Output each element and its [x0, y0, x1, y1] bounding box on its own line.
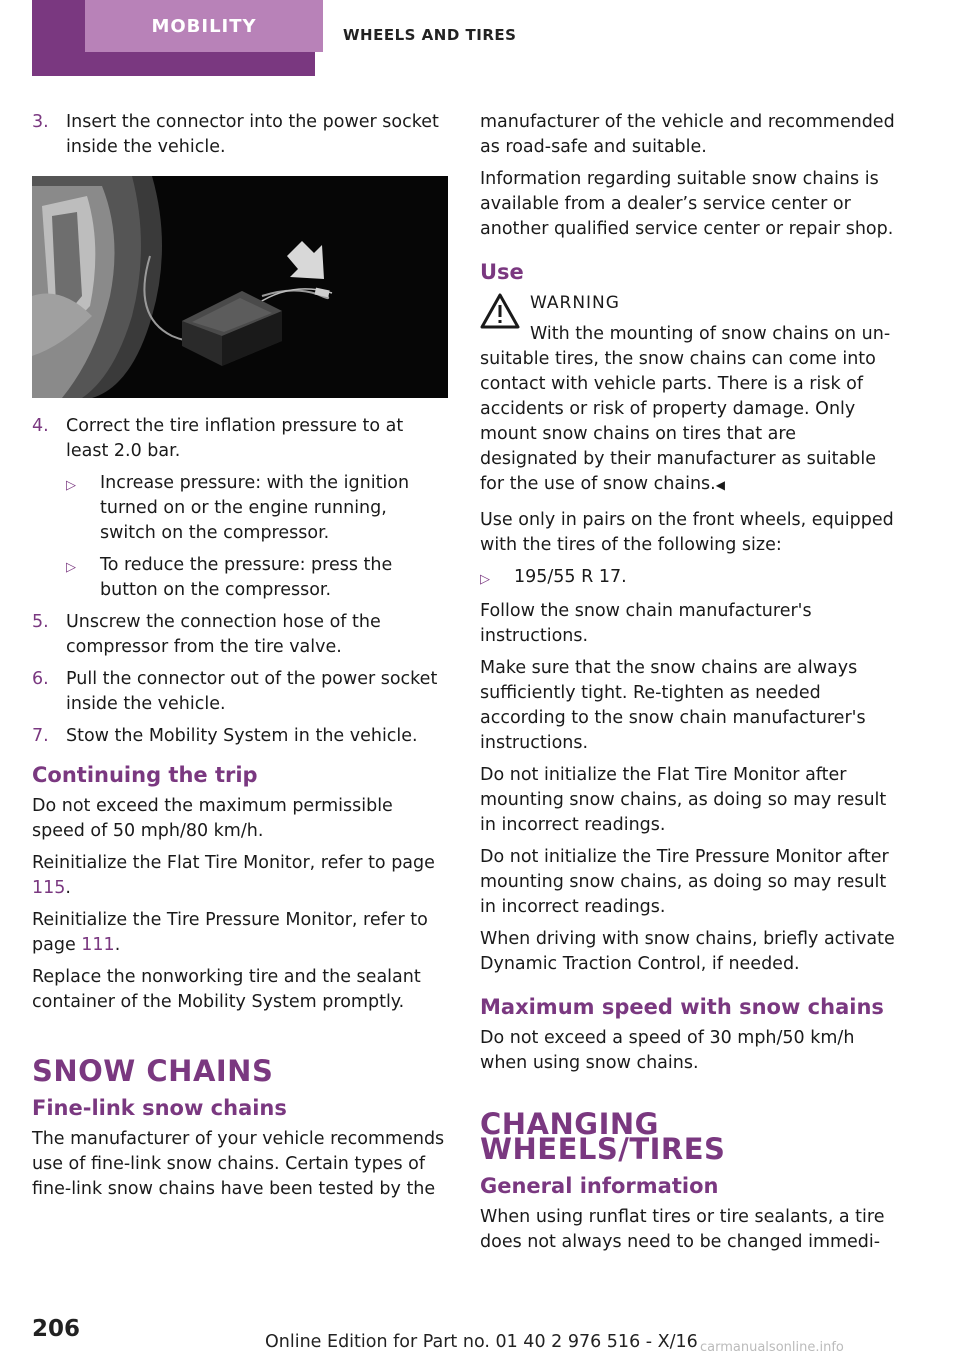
step-3 [32, 110, 448, 160]
header-tab-mobility[interactable]: MOBILITY [85, 0, 323, 52]
watermark: carmanualsonline.info [700, 1340, 844, 1355]
use-heading: Use [480, 260, 524, 284]
step-text: Unscrew the connection hose of the compressor from the tire valve. [66, 612, 381, 657]
replace-text: Replace the nonworking tire and the sealant container of the Mobility System promptly. [32, 967, 421, 1012]
bullet-text: Increase pressure: with the ignition turned on or the engine running, switch on the compressor. [100, 473, 410, 543]
tire-size: 195/55 R 17. [514, 567, 627, 587]
step-number: 4. [32, 416, 49, 436]
fine-link-heading: Fine-link snow chains [32, 1096, 287, 1120]
continued-text: manufacturer of the vehicle and recommended as road-safe and suitable. [480, 112, 895, 157]
fine-link-text: The manufacturer of your vehicle recommends use of fine-link snow chains. Certain types of fine-link snow chains have been tested by the [32, 1129, 445, 1199]
warning-text-first: With the mounting of snow chains on un- [530, 324, 891, 344]
flat-monitor-ref [32, 851, 448, 901]
period: . [114, 935, 121, 955]
edition-footer: Online Edition for Part no. 01 40 2 976 516 - X/16 [265, 1332, 698, 1352]
step-number: 5. [32, 612, 49, 632]
left-column [32, 110, 448, 1209]
follow-text: Follow the snow chain manufacturer's instructions. [480, 601, 812, 646]
changing-wheels-heading: CHANGING WHEELS/TIRES [480, 1107, 726, 1166]
step-text: Correct the tire inflation pressure to at least 2.0 bar. [66, 416, 404, 461]
flat-monitor-ref-text: Reinitialize the Flat Tire Monitor, refer to page [32, 853, 435, 873]
step-6 [32, 667, 448, 717]
use-pairs-text: Use only in pairs on the front wheels, equipped with the tires of the following size: [480, 510, 894, 555]
bullet-text: To reduce the pressure: press the button on the compressor. [100, 555, 393, 600]
bullet-item [66, 471, 448, 546]
page-link-115[interactable]: 115 [32, 878, 66, 898]
end-mark-icon: ◀ [715, 478, 725, 492]
max-speed-text: Do not exceed a speed of 30 mph/50 km/h when using snow chains. [480, 1028, 855, 1073]
step-7 [32, 724, 448, 749]
warning-text [480, 322, 896, 498]
compressor-image [32, 176, 448, 398]
warning-text-rest: suitable tires, the snow chains can come into contact with vehicle parts. There is a risk of accidents or risk of property damage. Only mount snow chains on tires that are designated by their manufacturer as suitable for the use of snow chains. [480, 349, 876, 494]
continuing-trip-heading: Continuing the trip [32, 763, 258, 787]
warning-triangle-icon [480, 293, 520, 329]
triangle-right-icon: ▷ [66, 478, 76, 493]
right-column [480, 110, 896, 1262]
header-section-title[interactable]: WHEELS AND TIRES [343, 26, 517, 44]
dtc-text: When driving with snow chains, briefly activate Dynamic Traction Control, if needed. [480, 929, 895, 974]
header-tab-bar [32, 0, 315, 76]
snow-chains-heading: SNOW CHAINS [32, 1054, 274, 1088]
step-number: 3. [32, 112, 49, 132]
page-number: 206 [32, 1316, 81, 1342]
step-5 [32, 610, 448, 660]
triangle-right-icon: ▷ [480, 572, 490, 587]
bullet-item [480, 565, 896, 592]
step-number: 6. [32, 669, 49, 689]
warning-title: WARNING [530, 293, 620, 313]
compressor-illustration [32, 176, 448, 398]
tire-pressure-ref [32, 908, 448, 958]
warning-block [480, 291, 896, 498]
step-text: Insert the connector into the power socket inside the vehicle. [66, 112, 439, 157]
flat-monitor-text: Do not initialize the Flat Tire Monitor after mounting snow chains, as doing so may result in incorrect readings. [480, 765, 887, 835]
general-text: When using runflat tires or tire sealants, a tire does not always need to be changed immedi- [480, 1207, 885, 1252]
max-speed-heading: Maximum speed with snow chains [480, 995, 884, 1019]
tpm-text: Do not initialize the Tire Pressure Monitor after mounting snow chains, as doing so may result in incorrect readings. [480, 847, 889, 917]
tire-pressure-ref-text: Reinitialize the Tire Pressure Monitor, refer to page [32, 910, 428, 955]
bullet-item [66, 553, 448, 603]
period: . [65, 878, 71, 898]
step-number: 7. [32, 726, 49, 746]
info-text: Information regarding suitable snow chains is available from a dealer’s service center or another qualified service center or repair shop. [480, 169, 894, 239]
step-text: Stow the Mobility System in the vehicle. [66, 726, 418, 746]
triangle-right-icon: ▷ [66, 560, 76, 575]
step-4 [32, 414, 448, 464]
step-text: Pull the connector out of the power socket inside the vehicle. [66, 669, 438, 714]
continuing-text: Do not exceed the maximum permissible speed of 50 mph/80 km/h. [32, 796, 393, 841]
tight-text: Make sure that the snow chains are always sufficiently tight. Re-tighten as needed according to the snow chain manufacturer's instructions. [480, 658, 866, 753]
page-link-111[interactable]: 111 [81, 935, 115, 955]
general-info-heading: General information [480, 1174, 719, 1198]
